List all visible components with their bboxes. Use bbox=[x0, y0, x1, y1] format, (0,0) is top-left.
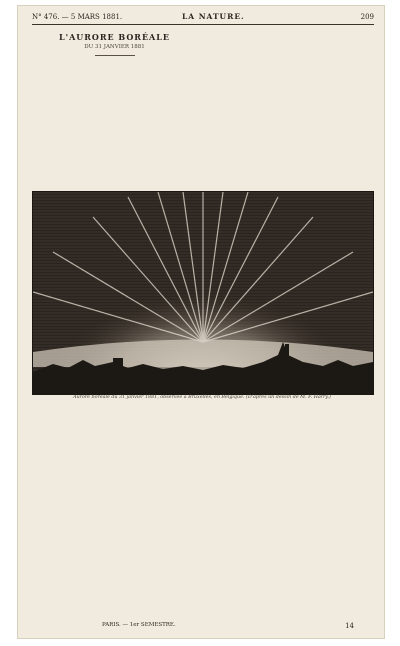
text-column-right-top bbox=[206, 28, 372, 196]
article-subtitle: DU 31 JANVIER 1881 bbox=[84, 43, 145, 50]
title-rule bbox=[95, 55, 135, 56]
issue-number: N° 476. — 5 MARS 1881. bbox=[32, 13, 123, 21]
page-number: 209 bbox=[360, 13, 374, 21]
page-header bbox=[32, 12, 374, 25]
text-column-left-top bbox=[32, 28, 197, 196]
article-title: L'AURORE BORÉALE bbox=[59, 32, 170, 42]
footer-semester: PARIS. — 1er SEMESTRE. bbox=[102, 622, 176, 628]
text-column-left-bottom bbox=[32, 404, 197, 619]
aurora-engraving bbox=[32, 191, 374, 395]
journal-title: LA NATURE. bbox=[182, 12, 245, 21]
journal-page bbox=[18, 6, 384, 638]
page-footer bbox=[32, 622, 374, 632]
text-column-right-bottom bbox=[206, 404, 372, 619]
figure-caption: Aurore boréale du 31 janvier 1881, observée à Bruxelles, en Belgique. (D'après un dessin de M. F. Harry.) bbox=[73, 395, 331, 400]
footer-signature: 14 bbox=[345, 622, 354, 630]
